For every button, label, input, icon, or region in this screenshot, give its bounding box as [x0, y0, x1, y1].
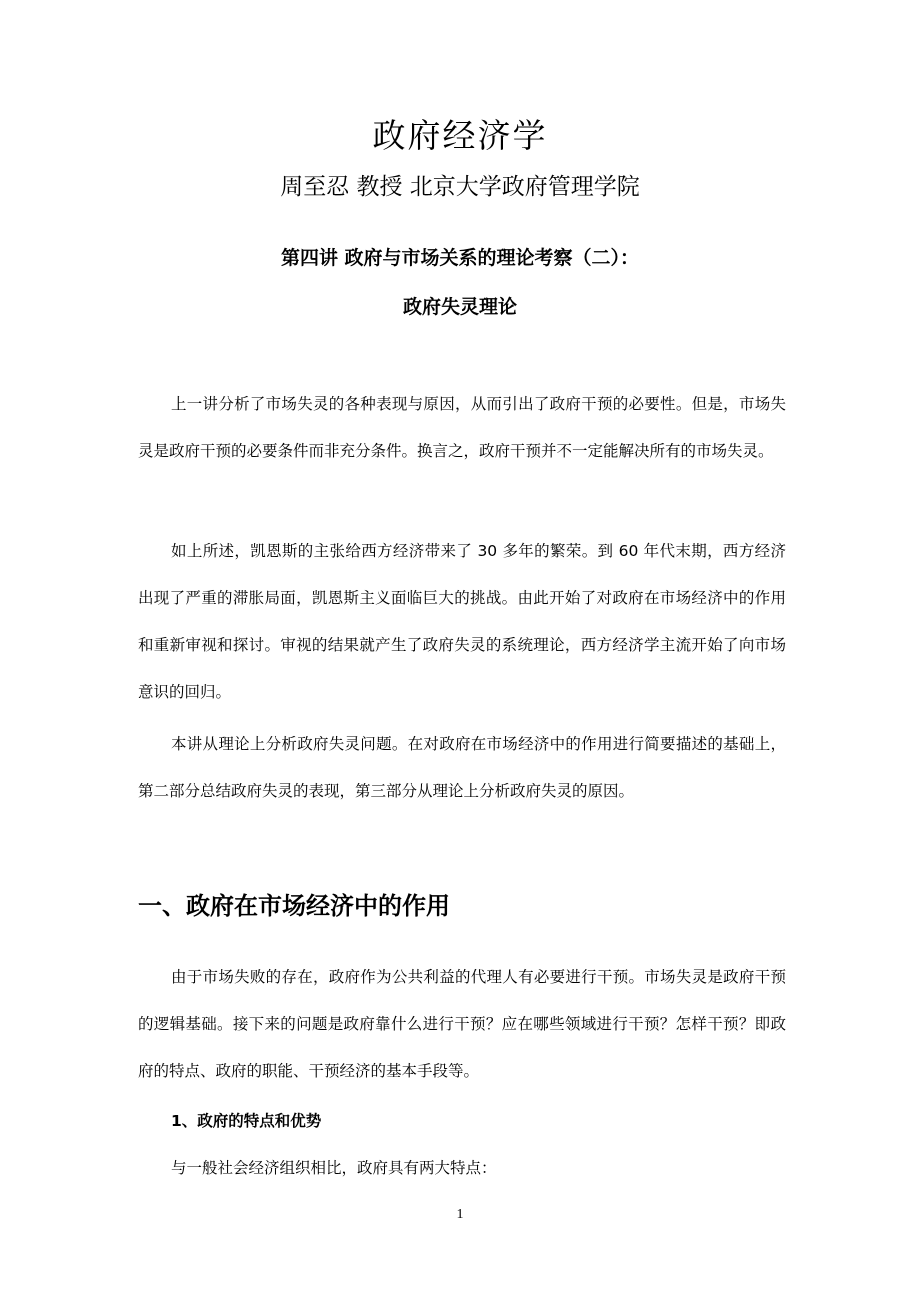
- author-line: 周至忍 教授 北京大学政府管理学院: [280, 174, 640, 200]
- subsection-heading-1: 1、政府的特点和优势: [171, 1112, 322, 1130]
- subsection1-paragraph: 与一般社会经济组织相比，政府具有两大特点：: [171, 1159, 497, 1177]
- intro-paragraph-3: 本讲从理论上分析政府失灵问题。在对政府在市场经济中的作用进行简要描述的基础上，第二部分总结政府失灵的表现，第三部分从理论上分析政府失灵的原因。: [138, 735, 786, 800]
- lecture-subtitle: 政府失灵理论: [402, 296, 517, 318]
- intro-paragraph-1: 上一讲分析了市场失灵的各种表现与原因，从而引出了政府干预的必要性。但是，市场失灵是政府干预的必要条件而非充分条件。换言之，政府干预并不一定能解决所有的市场失灵。: [138, 395, 786, 460]
- intro-paragraph-2: 如上所述，凯恩斯的主张给西方经济带来了 30 多年的繁荣。到 60 年代末期，西方经济出现了严重的滞胀局面，凯恩斯主义面临巨大的挑战。由此开始了对政府在市场经济中的作用和重新审视和探讨。审视的结果就产生了政府失灵的系统理论，西方经济学主流开始了向市场意识的回归。: [138, 542, 786, 701]
- section-heading-1: 一、政府在市场经济中的作用: [138, 892, 450, 920]
- lecture-title: 第四讲 政府与市场关系的理论考察（二）：: [280, 247, 640, 269]
- document-title: 政府经济学: [372, 116, 548, 155]
- page-number: 1: [456, 1207, 464, 1222]
- section1-paragraph: 由于市场失败的存在，政府作为公共利益的代理人有必要进行干预。市场失灵是政府干预的逻辑基础。接下来的问题是政府靠什么进行干预？应在哪些领域进行干预？怎样干预？即政府的特点、政府的职能、干预经济的基本手段等。: [138, 968, 786, 1080]
